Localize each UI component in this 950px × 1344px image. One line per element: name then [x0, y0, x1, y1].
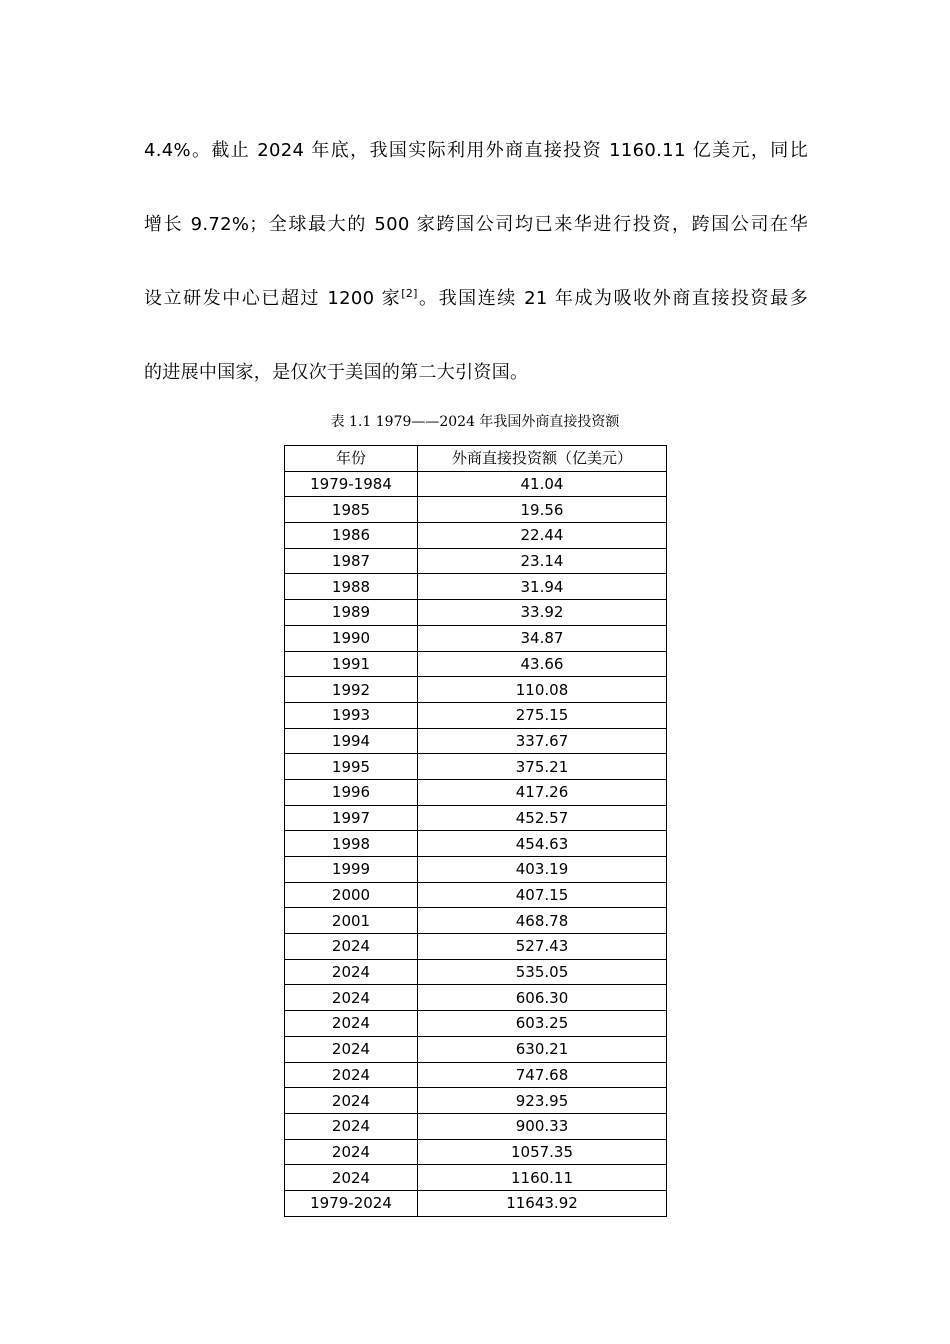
table-row [285, 959, 667, 985]
paragraph-line-2: 增长 9.72%；全球最大的 500 家跨国公司均已来华进行投资，跨国公司在华 [144, 214, 808, 235]
year-cell: 2024 [285, 985, 418, 1011]
table-row [285, 1139, 667, 1165]
table-row [285, 1011, 667, 1037]
table-row [285, 548, 667, 574]
fdi-amount-cell: 603.25 [418, 1011, 667, 1037]
table-row [285, 1062, 667, 1088]
table-row [285, 471, 667, 497]
fdi-amount-cell: 900.33 [418, 1113, 667, 1139]
fdi-amount-cell: 535.05 [418, 959, 667, 985]
citation-reference[interactable]: [2] [401, 287, 418, 300]
year-cell: 2024 [285, 1062, 418, 1088]
table-row [285, 1088, 667, 1114]
table-row [285, 857, 667, 883]
table-row [285, 497, 667, 523]
fdi-amount-cell: 22.44 [418, 523, 667, 549]
table-row [285, 882, 667, 908]
paragraph-line-3 [144, 287, 808, 311]
table-row [285, 600, 667, 626]
fdi-amount-cell: 11643.92 [418, 1190, 667, 1216]
table-header-row [285, 446, 667, 472]
fdi-amount-cell: 606.30 [418, 985, 667, 1011]
table-row [285, 831, 667, 857]
table-row [285, 1190, 667, 1216]
table-row [285, 523, 667, 549]
fdi-amount-cell: 407.15 [418, 882, 667, 908]
table-row [285, 1165, 667, 1191]
table-row [285, 651, 667, 677]
year-cell: 2024 [285, 1113, 418, 1139]
fdi-amount-cell: 454.63 [418, 831, 667, 857]
table-row [285, 908, 667, 934]
year-cell: 1992 [285, 677, 418, 703]
header-fdi-amount: 外商直接投资额（亿美元） [418, 446, 667, 472]
fdi-amount-cell: 19.56 [418, 497, 667, 523]
fdi-amount-cell: 452.57 [418, 805, 667, 831]
fdi-amount-cell: 23.14 [418, 548, 667, 574]
year-cell: 2024 [285, 1088, 418, 1114]
header-year: 年份 [285, 446, 418, 472]
year-cell: 1993 [285, 702, 418, 728]
table-row [285, 702, 667, 728]
year-cell: 2024 [285, 934, 418, 960]
year-cell: 1997 [285, 805, 418, 831]
year-cell: 2000 [285, 882, 418, 908]
table-row [285, 754, 667, 780]
fdi-amount-cell: 43.66 [418, 651, 667, 677]
year-cell: 1979-1984 [285, 471, 418, 497]
table-row [285, 574, 667, 600]
fdi-amount-cell: 923.95 [418, 1088, 667, 1114]
table-row [285, 805, 667, 831]
year-cell: 1979-2024 [285, 1190, 418, 1216]
year-cell: 1998 [285, 831, 418, 857]
table-row [285, 1113, 667, 1139]
year-cell: 1995 [285, 754, 418, 780]
table-row [285, 677, 667, 703]
year-cell: 1988 [285, 574, 418, 600]
year-cell: 2024 [285, 1011, 418, 1037]
fdi-amount-cell: 527.43 [418, 934, 667, 960]
year-cell: 2001 [285, 908, 418, 934]
year-cell: 1989 [285, 600, 418, 626]
year-cell: 2024 [285, 1036, 418, 1062]
fdi-amount-cell: 417.26 [418, 779, 667, 805]
year-cell: 1986 [285, 523, 418, 549]
table-caption: 表 1.1 1979——2024 年我国外商直接投资额 [330, 414, 620, 430]
year-cell: 1996 [285, 779, 418, 805]
fdi-amount-cell: 31.94 [418, 574, 667, 600]
year-cell: 2024 [285, 1165, 418, 1191]
year-cell: 1999 [285, 857, 418, 883]
table-body [285, 471, 667, 1216]
paragraph-line-4: 的进展中国家，是仅次于美国的第二大引资国。 [144, 362, 529, 383]
fdi-amount-cell: 1057.35 [418, 1139, 667, 1165]
year-cell: 1991 [285, 651, 418, 677]
fdi-amount-cell: 41.04 [418, 471, 667, 497]
fdi-amount-cell: 33.92 [418, 600, 667, 626]
paragraph-line-3-end: 。我国连续 21 年成为吸收外商直接投资最多 [417, 288, 808, 309]
table-row [285, 985, 667, 1011]
year-cell: 1985 [285, 497, 418, 523]
table-row [285, 625, 667, 651]
paragraph-line-1: 4.4%。截止 2024 年底，我国实际利用外商直接投资 1160.11 亿美元，同比 [144, 140, 808, 161]
fdi-amount-cell: 34.87 [418, 625, 667, 651]
year-cell: 1987 [285, 548, 418, 574]
fdi-amount-cell: 630.21 [418, 1036, 667, 1062]
fdi-amount-cell: 110.08 [418, 677, 667, 703]
table-row [285, 934, 667, 960]
paragraph-line-3-start: 设立研发中心已超过 1200 家 [144, 288, 402, 309]
table-row [285, 779, 667, 805]
fdi-table [284, 445, 667, 1217]
fdi-amount-cell: 1160.11 [418, 1165, 667, 1191]
fdi-amount-cell: 747.68 [418, 1062, 667, 1088]
fdi-amount-cell: 468.78 [418, 908, 667, 934]
fdi-amount-cell: 403.19 [418, 857, 667, 883]
fdi-amount-cell: 337.67 [418, 728, 667, 754]
table-row [285, 1036, 667, 1062]
year-cell: 1994 [285, 728, 418, 754]
year-cell: 2024 [285, 1139, 418, 1165]
table-row [285, 728, 667, 754]
year-cell: 2024 [285, 959, 418, 985]
year-cell: 1990 [285, 625, 418, 651]
fdi-amount-cell: 275.15 [418, 702, 667, 728]
fdi-amount-cell: 375.21 [418, 754, 667, 780]
